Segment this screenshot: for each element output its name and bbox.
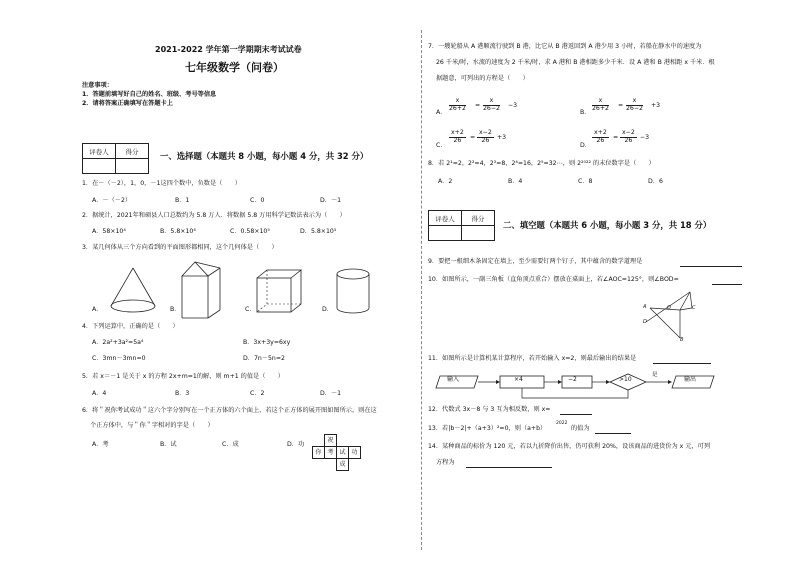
denominator: 26 [596,136,605,144]
flow-subtract-label: −2 [568,376,577,383]
flow-input-label: 输入 [447,376,460,383]
q7d-frac2 [620,130,637,145]
tail: +3 [497,134,507,141]
flow-yes-label: 是 [652,372,658,378]
q7-stem-3: 据题意，可列出的方程是（ ） [436,75,529,82]
reviewer-cell[interactable] [429,226,462,241]
q2-option-a[interactable]: A．58×10⁴ [92,228,126,235]
denominator: 26−2 [626,104,643,112]
section2-heading: 二、填空题（本题共 6 小题，每小题 3 分，共 18 分） [503,220,712,230]
q9-stem: 9．要把一根细木条固定在墙上，至少需要钉两个钉子，其中蕴含的数学道理是 [428,258,643,265]
q3-option-a[interactable]: A． [92,306,103,313]
flow-multiply-label: ×4 [514,376,523,383]
q10-answer-blank[interactable] [712,284,742,285]
q3-stem: 3．某几何体从三个方向看到的平面图形都相同，这个几何体是（ ） [82,244,278,251]
q4-option-a[interactable]: A．2a²+3a²=5a⁴ [92,339,144,346]
numerator: x−2 [622,129,635,136]
q1-option-b[interactable]: B．1 [175,197,190,204]
net-cell: 考 [324,446,337,459]
q7c-frac1 [449,130,466,145]
numerator: x [449,98,466,106]
q6-stem-2: 个正方体中，与＂你＂字相对的字是（ ） [90,422,214,429]
q6-stem: 6．将＂祝你考试成功＂这六个字分别写在一个正方体的六个面上，若这个正方体的展开图如图所示，则在这 [82,407,377,414]
q2-option-b[interactable]: B．5.8×10⁴ [160,228,196,235]
q5-stem: 5．若 x＝－1 是关于 x 的方程 2x+m=1的解，则 m+1 的值是（ ） [82,373,284,380]
score-box [82,143,149,174]
cube-net [312,434,376,482]
equals: = [613,134,619,141]
notice-item: 2．请将答案正确填写在答题卡上 [82,100,173,107]
q4-stem: 4．下列运算中，正确的是（ ） [82,323,179,330]
numerator: x+2 [594,129,607,136]
q7-option-c[interactable]: C． [436,142,447,149]
cone-figure [108,268,158,318]
denominator: 26 [624,136,633,144]
flow-condition-label: >10 [619,376,632,383]
q10-stem: 10．如图所示，一副三角板（直角顶点重合）摆放在桌面上，若∠AOC=125°，则∠BOD= [428,276,679,283]
q7a-frac2 [483,98,500,113]
q7-stem-2: 26 千米/时，水流的速度为 2 千米/时，求 A 港和 B 港相距多少千米．设 A 港和 B 港相距 x 千米．根 [436,59,715,66]
q1-option-d[interactable]: D．－1 [320,197,342,204]
q14-answer-blank[interactable] [466,467,552,468]
exam-subtitle: 七年级数学（问卷） [185,61,284,74]
net-cell: 你 [312,446,325,459]
fig-label-d: D [643,319,647,325]
q7c-frac2 [477,130,494,145]
reviewer-label: 评卷人 [83,144,116,159]
q8-stem: 8．若 2¹=2，2²=4，2³=8，2⁴=16，2⁵=32⋯，则 2²⁰²² 的末位数字是（ ） [428,160,655,167]
score-cell[interactable] [462,226,495,241]
numerator: x [592,98,609,106]
fig-label-a: A [643,304,647,310]
score-label: 得分 [462,211,495,226]
section1-heading: 一、选择题（本题共 8 小题，每小题 4 分，共 32 分） [160,151,369,161]
q7b-frac1 [592,98,609,113]
fig-label-b: B [680,337,684,343]
q8-option-a[interactable]: A．2 [438,178,453,185]
q5-option-a[interactable]: A．4 [92,390,107,397]
net-cell: 成 [336,458,349,471]
q12-stem: 12．代数式 3x－8 与 3 互为相反数，则 x= [428,406,551,413]
net-cell: 祝 [324,434,337,447]
notice-title: 注意事项： [82,82,113,89]
numerator: x [483,98,500,106]
q4-option-b[interactable]: B．3x+3y=6xy [243,339,291,346]
prism-figure [180,262,225,322]
q1-option-a[interactable]: A．－（－2） [92,197,132,204]
fig-label-o: O [667,305,671,311]
q13-stem-tail: 的值为 [571,425,590,432]
denominator: 26 [481,136,490,144]
q6-option-b[interactable]: B．试 [160,441,177,448]
q1-stem: 1．在－（－2），1，0，－1这四个数中，负数是（ ） [82,180,241,187]
notice-item: 1．答题前填写好自己的姓名、班级、考号等信息 [82,91,217,98]
q8-option-c[interactable]: C．8 [578,178,593,185]
q7-option-a[interactable]: A． [436,109,447,116]
q9-answer-blank[interactable] [680,266,742,267]
denominator: 26−2 [483,104,500,112]
q5-option-c[interactable]: C．2 [250,390,265,397]
q8-option-b[interactable]: B．4 [508,178,523,185]
q2-option-d[interactable]: D．5.8×10⁵ [300,228,337,235]
flow-output-label: 输出 [684,376,697,383]
equals: = [470,134,476,141]
q7-stem: 7．一艘轮船从 A 港顺流行驶到 B 港，比它从 B 港返回到 A 港少用 3 小时，若船在静水中的速度为 [428,43,702,50]
reviewer-label: 评卷人 [429,211,462,226]
q7a-frac1 [449,98,466,113]
q5-option-b[interactable]: B．3 [175,390,190,397]
triangle-set-figure [640,288,710,348]
q14-stem-2: 方程为 [436,459,455,466]
q13-stem: 13．若|b－2|+（a+3）²=0，则（a+b） [428,425,547,432]
q4-option-c[interactable]: C．3mn－3mn=0 [92,355,146,362]
reviewer-cell[interactable] [83,159,116,174]
denominator: 26+2 [592,104,609,112]
exam-title: 2021-2022 学年第一学期期末考试试卷 [155,45,302,54]
q7b-frac2 [626,98,643,113]
tail: −3 [508,102,518,109]
q7d-frac1 [592,130,609,145]
q11-answer-blank[interactable] [653,363,711,364]
equals: = [618,102,624,109]
cylinder-figure [335,268,375,318]
q3-option-b[interactable]: B． [170,306,181,313]
numerator: x [626,98,643,106]
score-label: 得分 [116,144,149,159]
q13-answer-blank[interactable] [595,433,631,434]
q6-option-d[interactable]: D．功 [287,441,305,448]
equals: = [475,102,481,109]
numerator: x−2 [479,129,492,136]
q12-answer-blank[interactable] [560,414,592,415]
tail: −3 [640,134,650,141]
q2-option-c[interactable]: C．0.58×10⁵ [230,228,270,235]
q6-option-c[interactable]: C．成 [222,441,239,448]
denominator: 26+2 [449,104,466,112]
q2-stem: 2．据统计，2021年和硕县人口总数约为 5.8 万人．将数据 5.8 万用科学记数法表示为（ ） [82,212,346,219]
q6-option-a[interactable]: A．考 [92,441,109,448]
q4-option-d[interactable]: D．7n－5n=2 [243,355,285,362]
q3-option-c[interactable]: C． [245,306,256,313]
q14-stem: 14．某种商品的标价为 120 元，若以九折降价出售，仍可获利 20%，设该商品的进货价为 x 元，可列 [428,443,711,450]
q8-option-d[interactable]: D．6 [648,178,663,185]
q1-option-c[interactable]: C．0 [250,197,265,204]
net-cell: 功 [348,446,361,459]
q13-exponent: 2022 [556,421,568,426]
q11-stem: 11．如图所示是计算机某计算程序，若开始输入 x=2，则最后输出的结果是 [428,355,637,362]
cube-figure [255,268,305,318]
q3-option-d[interactable]: D． [322,306,333,313]
score-box-2 [428,210,495,241]
numerator: x+2 [451,129,464,136]
denominator: 26 [453,136,462,144]
score-cell[interactable] [116,159,149,174]
fig-label-c: C [692,305,696,311]
q7-option-b[interactable]: B． [580,109,591,116]
tail: +3 [651,102,661,109]
net-cell: 试 [336,446,349,459]
q5-option-d[interactable]: D．－1 [320,390,342,397]
column-divider [421,30,422,550]
q7-option-d[interactable]: D． [580,142,591,149]
